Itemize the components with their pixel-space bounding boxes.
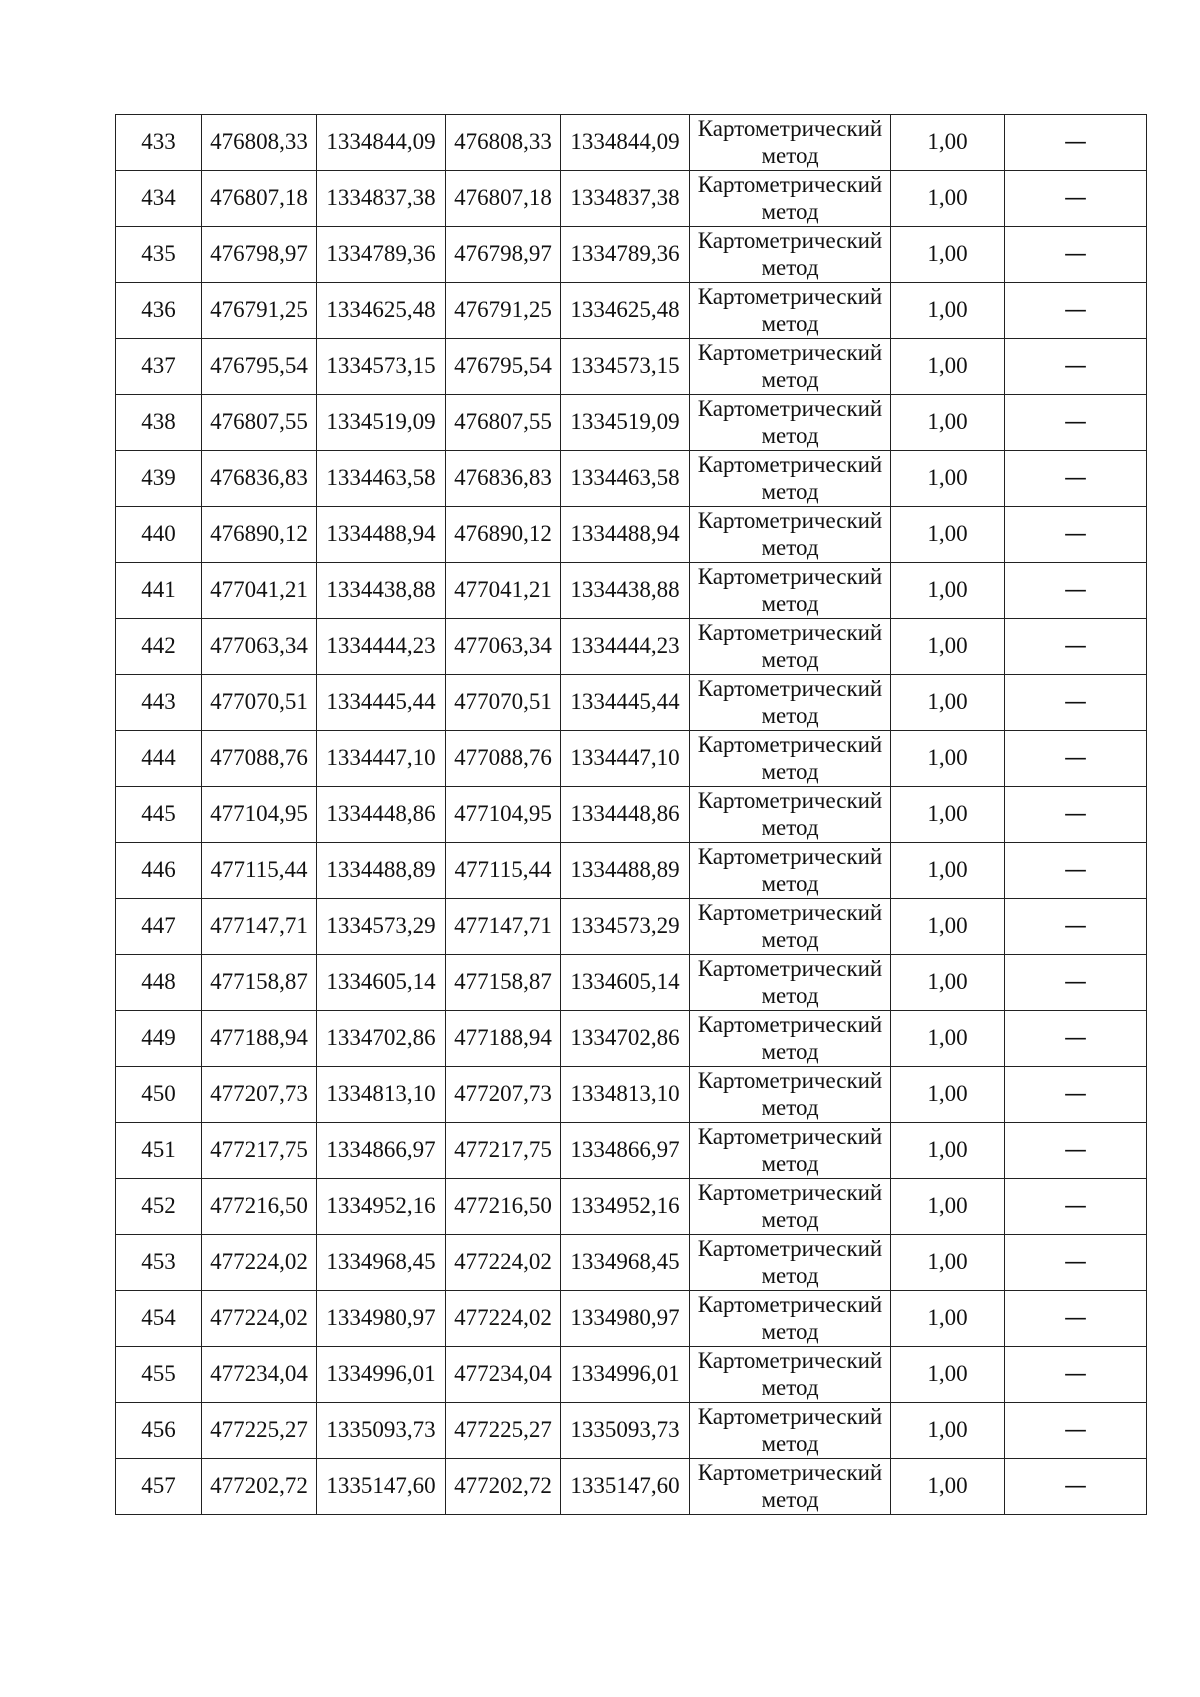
x-coordinate-cell: 477158,87 (202, 955, 317, 1011)
point-number-cell: 447 (116, 899, 202, 955)
y-coordinate-cell-2: 1334980,97 (561, 1291, 690, 1347)
table-row (116, 1067, 1147, 1123)
point-number-cell: 452 (116, 1179, 202, 1235)
y-coordinate-cell-2: 1334573,29 (561, 899, 690, 955)
y-coordinate-cell: 1334445,44 (317, 675, 446, 731)
x-coordinate-cell: 477147,71 (202, 899, 317, 955)
table-row (116, 563, 1147, 619)
y-coordinate-cell-2: 1334837,38 (561, 171, 690, 227)
point-number-cell: 441 (116, 563, 202, 619)
method-cell (690, 563, 891, 619)
y-coordinate-cell: 1334844,09 (317, 115, 446, 171)
table-row (116, 395, 1147, 451)
y-coordinate-cell: 1334813,10 (317, 1067, 446, 1123)
method-text-line: Картометрический (697, 1292, 883, 1318)
note-cell: — (1005, 787, 1147, 843)
accuracy-cell: 1,00 (891, 1011, 1005, 1067)
y-coordinate-cell-2: 1334968,45 (561, 1235, 690, 1291)
x-coordinate-cell-2: 477224,02 (446, 1235, 561, 1291)
x-coordinate-cell: 477224,02 (202, 1235, 317, 1291)
coordinates-table (115, 114, 1147, 1515)
note-cell: — (1005, 1459, 1147, 1515)
note-cell: — (1005, 955, 1147, 1011)
accuracy-cell: 1,00 (891, 955, 1005, 1011)
accuracy-cell: 1,00 (891, 787, 1005, 843)
y-coordinate-cell: 1334488,89 (317, 843, 446, 899)
accuracy-cell: 1,00 (891, 171, 1005, 227)
method-text-line: метод (761, 1486, 819, 1512)
x-coordinate-cell: 477207,73 (202, 1067, 317, 1123)
table-row (116, 283, 1147, 339)
point-number-cell: 456 (116, 1403, 202, 1459)
method-cell (690, 171, 891, 227)
y-coordinate-cell: 1334702,86 (317, 1011, 446, 1067)
method-text-line: метод (761, 478, 819, 504)
x-coordinate-cell-2: 477147,71 (446, 899, 561, 955)
accuracy-cell: 1,00 (891, 1067, 1005, 1123)
point-number-cell: 446 (116, 843, 202, 899)
point-number-cell: 455 (116, 1347, 202, 1403)
accuracy-cell: 1,00 (891, 227, 1005, 283)
table-row (116, 115, 1147, 171)
method-text-line: метод (761, 366, 819, 392)
x-coordinate-cell: 477088,76 (202, 731, 317, 787)
y-coordinate-cell: 1334448,86 (317, 787, 446, 843)
table-row (116, 1347, 1147, 1403)
method-text-line: Картометрический (697, 228, 883, 254)
x-coordinate-cell-2: 477225,27 (446, 1403, 561, 1459)
x-coordinate-cell: 477041,21 (202, 563, 317, 619)
x-coordinate-cell-2: 477207,73 (446, 1067, 561, 1123)
y-coordinate-cell-2: 1335093,73 (561, 1403, 690, 1459)
method-text-line: метод (761, 422, 819, 448)
method-text-line: Картометрический (697, 1124, 883, 1150)
method-cell (690, 1291, 891, 1347)
note-cell: — (1005, 1347, 1147, 1403)
x-coordinate-cell-2: 477158,87 (446, 955, 561, 1011)
method-text-line: Картометрический (697, 844, 883, 870)
y-coordinate-cell-2: 1334789,36 (561, 227, 690, 283)
x-coordinate-cell-2: 477217,75 (446, 1123, 561, 1179)
note-cell: — (1005, 563, 1147, 619)
y-coordinate-cell-2: 1334444,23 (561, 619, 690, 675)
method-cell (690, 451, 891, 507)
y-coordinate-cell-2: 1334702,86 (561, 1011, 690, 1067)
y-coordinate-cell-2: 1334813,10 (561, 1067, 690, 1123)
method-text-line: метод (761, 702, 819, 728)
y-coordinate-cell-2: 1334519,09 (561, 395, 690, 451)
point-number-cell: 448 (116, 955, 202, 1011)
note-cell: — (1005, 339, 1147, 395)
method-text-line: метод (761, 198, 819, 224)
method-text-line: Картометрический (697, 396, 883, 422)
y-coordinate-cell: 1334444,23 (317, 619, 446, 675)
x-coordinate-cell-2: 476807,18 (446, 171, 561, 227)
y-coordinate-cell-2: 1334488,94 (561, 507, 690, 563)
y-coordinate-cell: 1334573,29 (317, 899, 446, 955)
note-cell: — (1005, 115, 1147, 171)
method-text-line: метод (761, 254, 819, 280)
method-text-line: Картометрический (697, 1404, 883, 1430)
y-coordinate-cell-2: 1334844,09 (561, 115, 690, 171)
x-coordinate-cell: 477202,72 (202, 1459, 317, 1515)
table-row (116, 1011, 1147, 1067)
y-coordinate-cell: 1334438,88 (317, 563, 446, 619)
method-text-line: Картометрический (697, 564, 883, 590)
method-text-line: метод (761, 1262, 819, 1288)
table-row (116, 451, 1147, 507)
point-number-cell: 445 (116, 787, 202, 843)
accuracy-cell: 1,00 (891, 115, 1005, 171)
accuracy-cell: 1,00 (891, 283, 1005, 339)
note-cell: — (1005, 843, 1147, 899)
method-text-line: метод (761, 590, 819, 616)
method-cell (690, 1235, 891, 1291)
x-coordinate-cell-2: 477216,50 (446, 1179, 561, 1235)
x-coordinate-cell: 477188,94 (202, 1011, 317, 1067)
note-cell: — (1005, 675, 1147, 731)
point-number-cell: 451 (116, 1123, 202, 1179)
y-coordinate-cell-2: 1334447,10 (561, 731, 690, 787)
note-cell: — (1005, 507, 1147, 563)
x-coordinate-cell-2: 476807,55 (446, 395, 561, 451)
method-text-line: Картометрический (697, 620, 883, 646)
method-text-line: Картометрический (697, 788, 883, 814)
accuracy-cell: 1,00 (891, 563, 1005, 619)
x-coordinate-cell: 476807,18 (202, 171, 317, 227)
x-coordinate-cell-2: 477104,95 (446, 787, 561, 843)
note-cell: — (1005, 1179, 1147, 1235)
y-coordinate-cell: 1334488,94 (317, 507, 446, 563)
method-cell (690, 675, 891, 731)
note-cell: — (1005, 227, 1147, 283)
y-coordinate-cell-2: 1334463,58 (561, 451, 690, 507)
x-coordinate-cell: 476890,12 (202, 507, 317, 563)
y-coordinate-cell-2: 1334605,14 (561, 955, 690, 1011)
x-coordinate-cell-2: 477088,76 (446, 731, 561, 787)
x-coordinate-cell: 476808,33 (202, 115, 317, 171)
method-cell (690, 1403, 891, 1459)
x-coordinate-cell-2: 477115,44 (446, 843, 561, 899)
point-number-cell: 454 (116, 1291, 202, 1347)
y-coordinate-cell: 1334447,10 (317, 731, 446, 787)
method-cell (690, 787, 891, 843)
x-coordinate-cell: 477063,34 (202, 619, 317, 675)
method-cell (690, 339, 891, 395)
method-text-line: метод (761, 982, 819, 1008)
method-cell (690, 1123, 891, 1179)
method-text-line: Картометрический (697, 1460, 883, 1486)
table-row (116, 955, 1147, 1011)
x-coordinate-cell-2: 477202,72 (446, 1459, 561, 1515)
table-row (116, 1235, 1147, 1291)
table-row (116, 1291, 1147, 1347)
point-number-cell: 449 (116, 1011, 202, 1067)
method-cell (690, 899, 891, 955)
accuracy-cell: 1,00 (891, 731, 1005, 787)
method-cell (690, 283, 891, 339)
method-text-line: метод (761, 870, 819, 896)
method-text-line: метод (761, 1038, 819, 1064)
y-coordinate-cell: 1334837,38 (317, 171, 446, 227)
accuracy-cell: 1,00 (891, 507, 1005, 563)
method-text-line: Картометрический (697, 1180, 883, 1206)
table-row (116, 1459, 1147, 1515)
method-text-line: метод (761, 758, 819, 784)
point-number-cell: 439 (116, 451, 202, 507)
x-coordinate-cell: 477234,04 (202, 1347, 317, 1403)
point-number-cell: 438 (116, 395, 202, 451)
method-cell (690, 1459, 891, 1515)
method-text-line: Картометрический (697, 508, 883, 534)
method-text-line: метод (761, 310, 819, 336)
method-text-line: метод (761, 814, 819, 840)
x-coordinate-cell: 477115,44 (202, 843, 317, 899)
table-row (116, 899, 1147, 955)
method-text-line: метод (761, 1374, 819, 1400)
accuracy-cell: 1,00 (891, 1459, 1005, 1515)
table-row (116, 1123, 1147, 1179)
method-cell (690, 1179, 891, 1235)
method-text-line: метод (761, 1150, 819, 1176)
method-text-line: Картометрический (697, 1348, 883, 1374)
method-text-line: Картометрический (697, 956, 883, 982)
point-number-cell: 457 (116, 1459, 202, 1515)
note-cell: — (1005, 171, 1147, 227)
y-coordinate-cell-2: 1335147,60 (561, 1459, 690, 1515)
note-cell: — (1005, 899, 1147, 955)
y-coordinate-cell: 1334980,97 (317, 1291, 446, 1347)
table-row (116, 731, 1147, 787)
x-coordinate-cell: 476791,25 (202, 283, 317, 339)
y-coordinate-cell-2: 1334952,16 (561, 1179, 690, 1235)
note-cell: — (1005, 395, 1147, 451)
y-coordinate-cell: 1335147,60 (317, 1459, 446, 1515)
x-coordinate-cell: 476795,54 (202, 339, 317, 395)
x-coordinate-cell: 476807,55 (202, 395, 317, 451)
table-row (116, 227, 1147, 283)
x-coordinate-cell: 477224,02 (202, 1291, 317, 1347)
y-coordinate-cell: 1334996,01 (317, 1347, 446, 1403)
accuracy-cell: 1,00 (891, 1291, 1005, 1347)
note-cell: — (1005, 1235, 1147, 1291)
x-coordinate-cell-2: 477063,34 (446, 619, 561, 675)
table-row (116, 619, 1147, 675)
point-number-cell: 450 (116, 1067, 202, 1123)
table-row (116, 675, 1147, 731)
y-coordinate-cell-2: 1334438,88 (561, 563, 690, 619)
method-text-line: Картометрический (697, 676, 883, 702)
note-cell: — (1005, 451, 1147, 507)
x-coordinate-cell-2: 477234,04 (446, 1347, 561, 1403)
table-row (116, 507, 1147, 563)
point-number-cell: 436 (116, 283, 202, 339)
method-text-line: Картометрический (697, 452, 883, 478)
method-text-line: Картометрический (697, 284, 883, 310)
x-coordinate-cell-2: 477224,02 (446, 1291, 561, 1347)
y-coordinate-cell-2: 1334996,01 (561, 1347, 690, 1403)
table-row (116, 1403, 1147, 1459)
method-cell (690, 1347, 891, 1403)
method-cell (690, 731, 891, 787)
method-text-line: метод (761, 142, 819, 168)
x-coordinate-cell-2: 476890,12 (446, 507, 561, 563)
y-coordinate-cell: 1334968,45 (317, 1235, 446, 1291)
y-coordinate-cell-2: 1334866,97 (561, 1123, 690, 1179)
note-cell: — (1005, 619, 1147, 675)
method-text-line: метод (761, 1318, 819, 1344)
point-number-cell: 444 (116, 731, 202, 787)
table-row (116, 1179, 1147, 1235)
method-text-line: Картометрический (697, 732, 883, 758)
x-coordinate-cell: 477070,51 (202, 675, 317, 731)
method-text-line: Картометрический (697, 1012, 883, 1038)
y-coordinate-cell-2: 1334625,48 (561, 283, 690, 339)
method-text-line: метод (761, 534, 819, 560)
method-cell (690, 955, 891, 1011)
accuracy-cell: 1,00 (891, 339, 1005, 395)
x-coordinate-cell-2: 476836,83 (446, 451, 561, 507)
table-row (116, 787, 1147, 843)
method-cell (690, 1011, 891, 1067)
x-coordinate-cell-2: 476791,25 (446, 283, 561, 339)
accuracy-cell: 1,00 (891, 675, 1005, 731)
accuracy-cell: 1,00 (891, 619, 1005, 675)
point-number-cell: 433 (116, 115, 202, 171)
note-cell: — (1005, 731, 1147, 787)
y-coordinate-cell: 1335093,73 (317, 1403, 446, 1459)
method-text-line: метод (761, 646, 819, 672)
method-cell (690, 507, 891, 563)
method-text-line: Картометрический (697, 172, 883, 198)
method-cell (690, 619, 891, 675)
method-text-line: метод (761, 1430, 819, 1456)
y-coordinate-cell: 1334625,48 (317, 283, 446, 339)
x-coordinate-cell: 476798,97 (202, 227, 317, 283)
method-cell (690, 115, 891, 171)
method-text-line: Картометрический (697, 1068, 883, 1094)
accuracy-cell: 1,00 (891, 395, 1005, 451)
table-row (116, 843, 1147, 899)
note-cell: — (1005, 1123, 1147, 1179)
x-coordinate-cell-2: 477041,21 (446, 563, 561, 619)
method-text-line: метод (761, 926, 819, 952)
accuracy-cell: 1,00 (891, 1235, 1005, 1291)
method-cell (690, 395, 891, 451)
accuracy-cell: 1,00 (891, 1179, 1005, 1235)
y-coordinate-cell-2: 1334445,44 (561, 675, 690, 731)
accuracy-cell: 1,00 (891, 1403, 1005, 1459)
x-coordinate-cell-2: 477188,94 (446, 1011, 561, 1067)
y-coordinate-cell-2: 1334573,15 (561, 339, 690, 395)
y-coordinate-cell: 1334789,36 (317, 227, 446, 283)
table-body (116, 115, 1147, 1515)
x-coordinate-cell: 477216,50 (202, 1179, 317, 1235)
note-cell: — (1005, 1291, 1147, 1347)
x-coordinate-cell: 477225,27 (202, 1403, 317, 1459)
note-cell: — (1005, 1067, 1147, 1123)
x-coordinate-cell-2: 476798,97 (446, 227, 561, 283)
y-coordinate-cell-2: 1334448,86 (561, 787, 690, 843)
y-coordinate-cell: 1334573,15 (317, 339, 446, 395)
x-coordinate-cell-2: 477070,51 (446, 675, 561, 731)
note-cell: — (1005, 1011, 1147, 1067)
accuracy-cell: 1,00 (891, 899, 1005, 955)
y-coordinate-cell: 1334463,58 (317, 451, 446, 507)
point-number-cell: 443 (116, 675, 202, 731)
method-text-line: Картометрический (697, 900, 883, 926)
point-number-cell: 453 (116, 1235, 202, 1291)
x-coordinate-cell-2: 476795,54 (446, 339, 561, 395)
y-coordinate-cell-2: 1334488,89 (561, 843, 690, 899)
point-number-cell: 434 (116, 171, 202, 227)
method-text-line: Картометрический (697, 340, 883, 366)
x-coordinate-cell: 477104,95 (202, 787, 317, 843)
y-coordinate-cell: 1334519,09 (317, 395, 446, 451)
method-text-line: Картометрический (697, 1236, 883, 1262)
method-text-line: метод (761, 1206, 819, 1232)
point-number-cell: 440 (116, 507, 202, 563)
accuracy-cell: 1,00 (891, 451, 1005, 507)
point-number-cell: 442 (116, 619, 202, 675)
note-cell: — (1005, 1403, 1147, 1459)
method-text-line: Картометрический (697, 116, 883, 142)
method-text-line: метод (761, 1094, 819, 1120)
x-coordinate-cell: 476836,83 (202, 451, 317, 507)
table-row (116, 171, 1147, 227)
y-coordinate-cell: 1334952,16 (317, 1179, 446, 1235)
accuracy-cell: 1,00 (891, 843, 1005, 899)
method-cell (690, 1067, 891, 1123)
method-cell (690, 227, 891, 283)
point-number-cell: 437 (116, 339, 202, 395)
point-number-cell: 435 (116, 227, 202, 283)
accuracy-cell: 1,00 (891, 1123, 1005, 1179)
y-coordinate-cell: 1334866,97 (317, 1123, 446, 1179)
y-coordinate-cell: 1334605,14 (317, 955, 446, 1011)
accuracy-cell: 1,00 (891, 1347, 1005, 1403)
method-cell (690, 843, 891, 899)
x-coordinate-cell: 477217,75 (202, 1123, 317, 1179)
x-coordinate-cell-2: 476808,33 (446, 115, 561, 171)
note-cell: — (1005, 283, 1147, 339)
table-row (116, 339, 1147, 395)
